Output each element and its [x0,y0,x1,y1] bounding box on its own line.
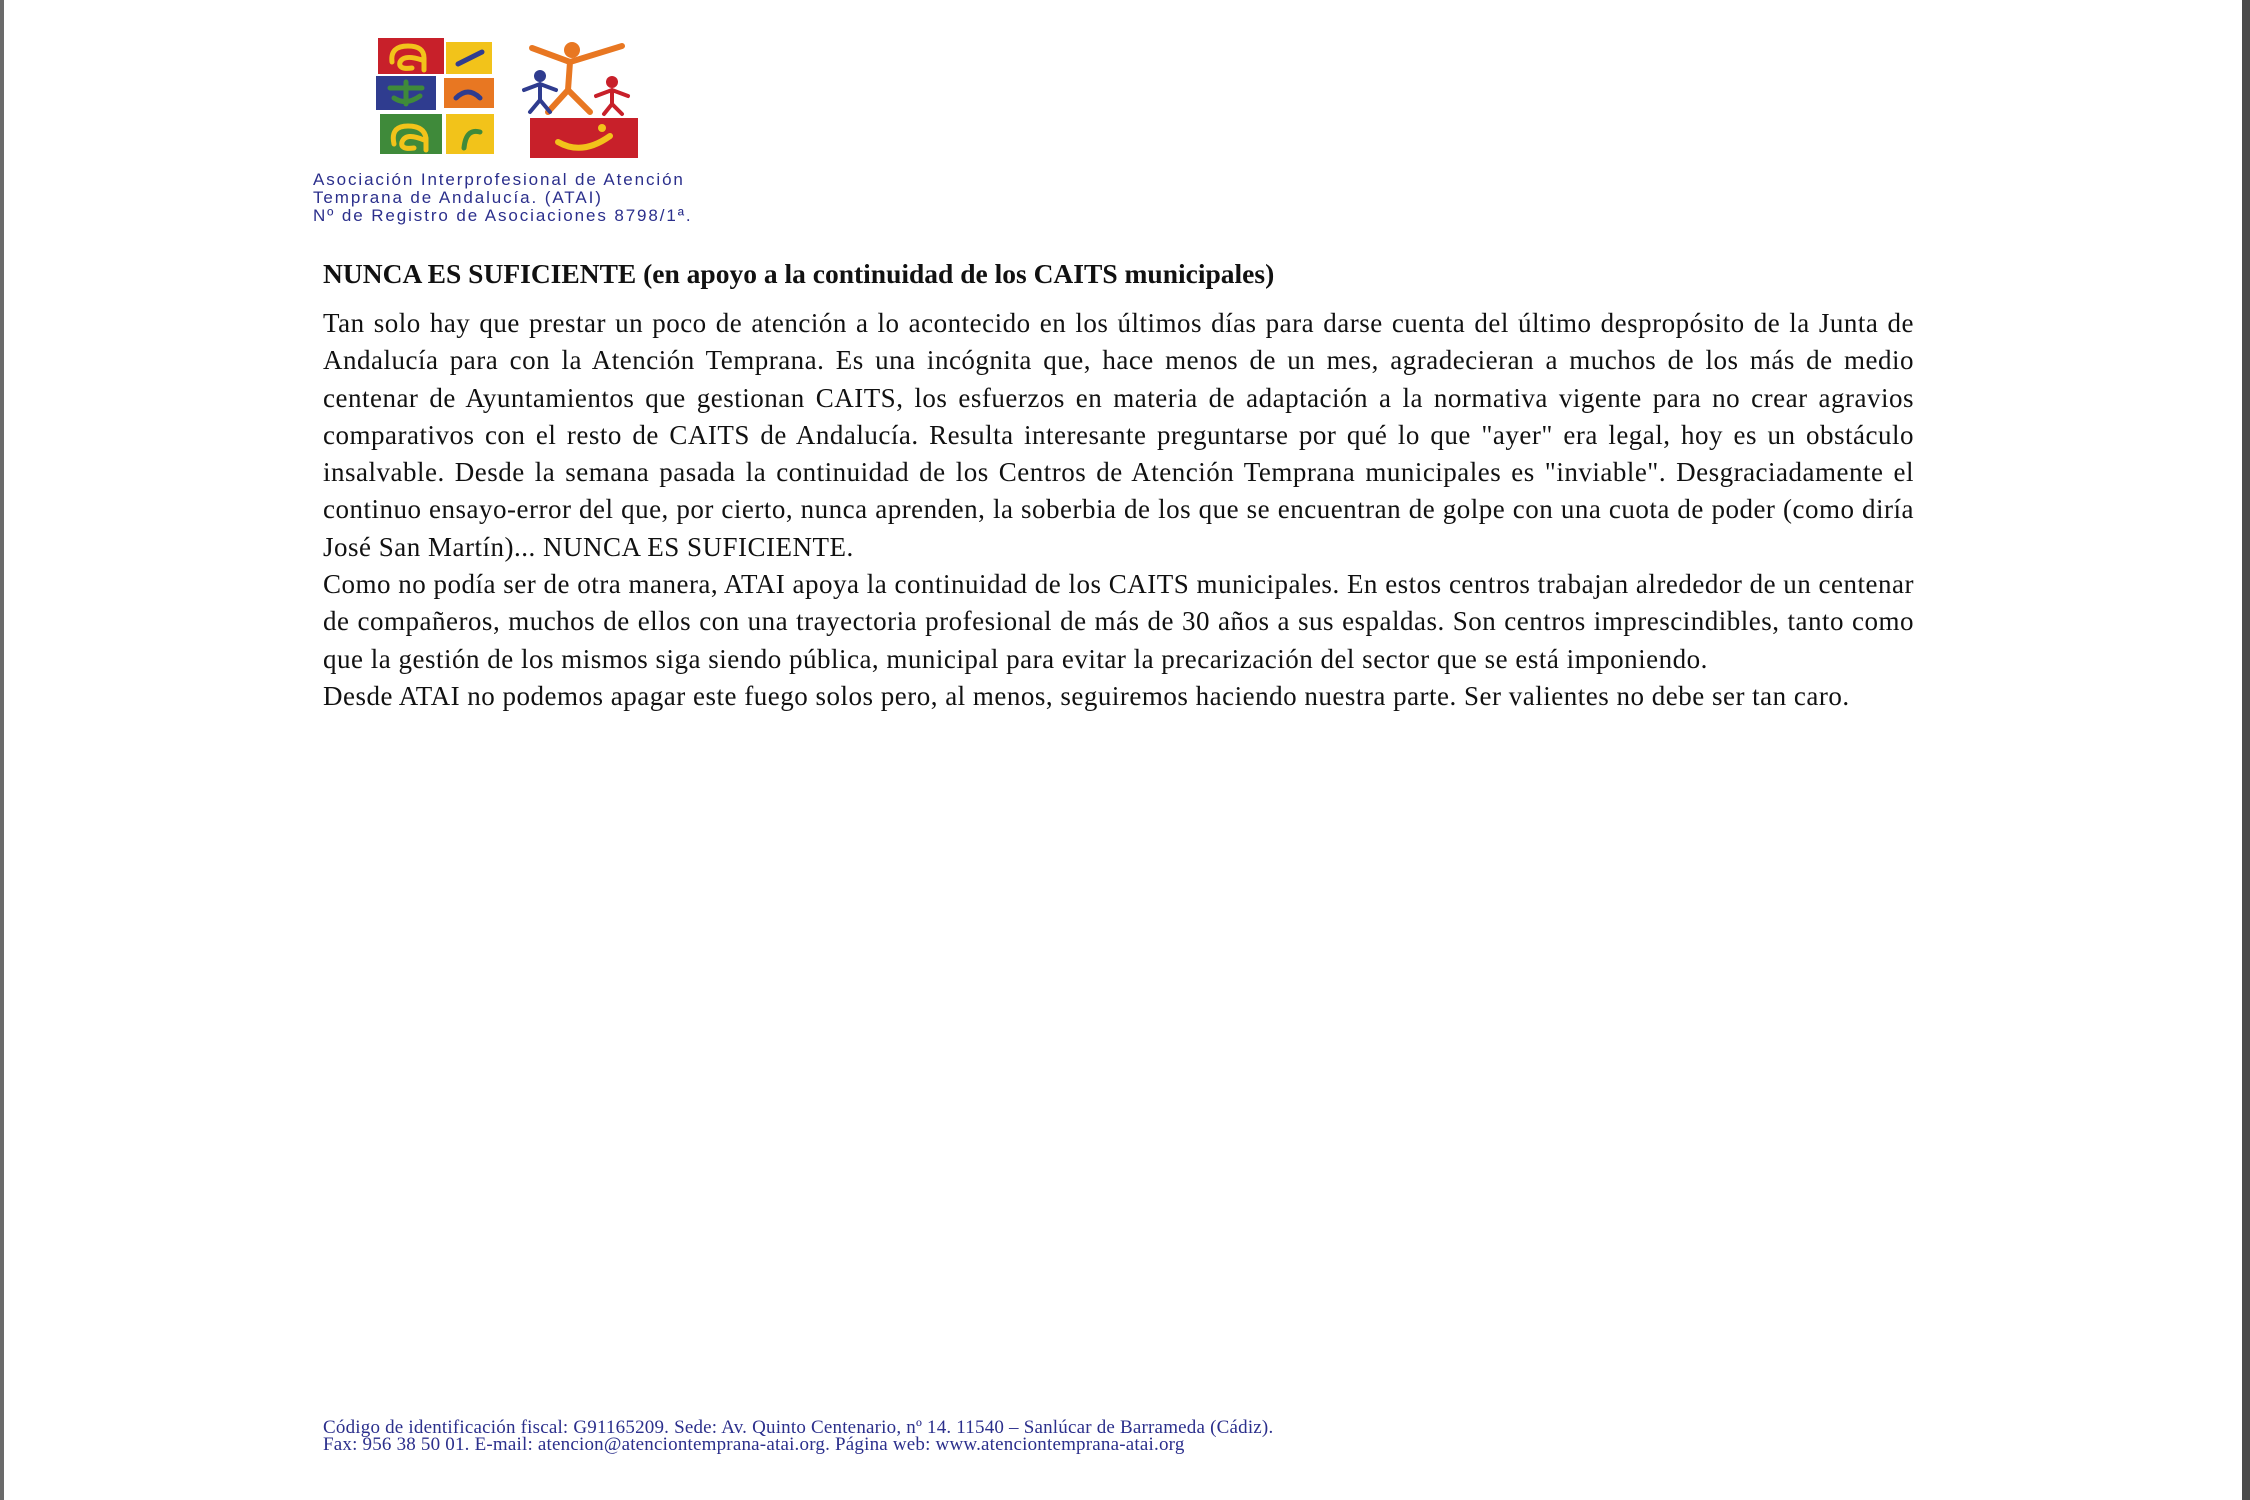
page-edge-left [0,0,4,1500]
paragraph-1: Tan solo hay que prestar un poco de atención a lo acontecido en los últimos días para darse cuenta del último despropósito de la Junta de Andalucía para con la Atención Temprana. Es una incógnita que, hace menos de un mes, agradecieran a muchos de los más de medio centenar de Ayuntamientos que gestionan CAITS, los esfuerzos en materia de adaptación a la normativa vigente para no crear agravios comparativos con el resto de CAITS de Andalucía. Resulta interesante preguntarse por qué lo que "ayer" era legal, hoy es un obstáculo insalvable. Desde la semana pasada la continuidad de los Centros de Atención Temprana municipales es "inviable". Desgraciadamente el continuo ensayo-error del que, por cierto, nunca aprenden, la soberbia de los que se encuentran de golpe con una cuota de poder (como diría José San Martín)... NUNCA ES SUFICIENTE. [323,308,1914,562]
caption-line-1: Asociación Interprofesional de Atención [313,170,685,189]
caption-line-2: Temprana de Andalucía. (ATAI) [313,188,603,207]
paragraph-3: Desde ATAI no podemos apagar este fuego solos pero, al menos, seguiremos haciendo nuestra parte. Ser valientes no debe ser tan caro. [323,680,1850,711]
document-title: NUNCA ES SUFICIENTE (en apoyo a la continuidad de los CAITS municipales) [323,258,1275,289]
document-footer [323,1419,1923,1453]
paragraph-2: Como no podía ser de otra manera, ATAI apoya la continuidad de los CAITS municipales. En estos centros trabajan alrededor de un centenar de compañeros, muchos de ellos con una trayectoria profesional de más de 30 años a sus espaldas. Son centros imprescindibles, tanto como que la gestión de los mismos siga siendo pública, municipal para evitar la precarización del sector que se está imponiendo. [323,569,1914,674]
caption-line-3: Nº de Registro de Asociaciones 8798/1ª. [313,206,693,225]
page-edge-right [2242,0,2250,1500]
atai-logo-icon [372,32,682,162]
footer-line-2: Fax: 956 38 50 01. E-mail: atencion@atenciontemprana-atai.org. Página web: www.atenciontemprana-atai.org [323,1434,1185,1455]
association-caption [313,171,873,225]
document-body [323,305,1914,715]
footer-line-1: Código de identificación fiscal: G91165209. Sede: Av. Quinto Centenario, nº 14. 11540 – Sanlúcar de Barrameda (Cádiz). [323,1417,1274,1438]
